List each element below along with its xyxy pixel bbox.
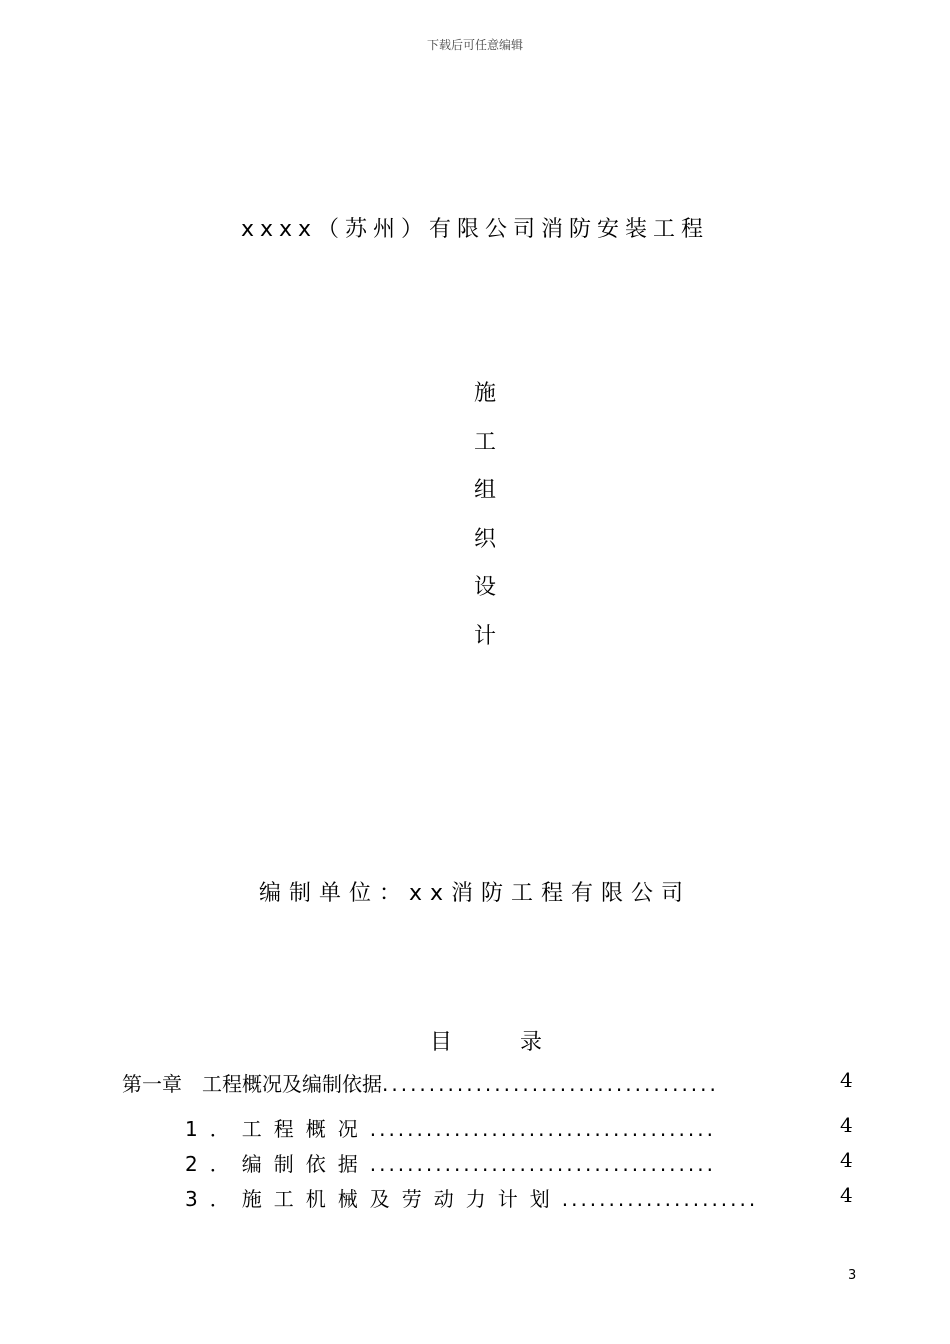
vertical-title-char: 工 [473, 429, 496, 455]
toc-leader-dots: ..................................... [369, 1152, 716, 1176]
toc-title-left: 目 [430, 1030, 453, 1055]
page-header: 下载后可任意编辑 [426, 38, 523, 52]
toc-entry-label: 第一章 工程概况及编制依据 [122, 1072, 382, 1096]
toc-entry[interactable] [185, 1148, 716, 1177]
toc-leader-dots: ..................... [561, 1187, 759, 1211]
toc-entry-label: 2．编制依据 [185, 1152, 370, 1176]
toc-entry[interactable] [122, 1068, 719, 1097]
toc-entry[interactable] [185, 1183, 758, 1212]
toc-entry-label: 3．施工机械及劳动力计划 [185, 1187, 562, 1211]
page-number: 3 [848, 1268, 857, 1283]
toc-entry[interactable] [185, 1113, 716, 1142]
toc-entry-label: 1．工程概况 [185, 1117, 370, 1141]
vertical-title-char: 计 [473, 623, 496, 649]
toc-page-number: 4 [840, 1148, 853, 1172]
document-title: xxxx（苏州）有限公司消防安装工程 [240, 217, 710, 242]
toc-page-number: 4 [840, 1183, 853, 1207]
vertical-title-char: 设 [473, 575, 496, 600]
toc-title [430, 1025, 542, 1056]
toc-leader-dots: .................................... [382, 1072, 719, 1096]
vertical-title-char: 施 [473, 381, 496, 406]
compiling-unit: 编制单位：xx消防工程有限公司 [258, 881, 692, 906]
vertical-title [470, 378, 500, 669]
toc-page-number: 4 [840, 1068, 853, 1092]
vertical-title-char: 织 [473, 526, 496, 552]
toc-title-right: 录 [520, 1030, 543, 1055]
toc-page-number: 4 [840, 1113, 853, 1137]
toc-leader-dots: ..................................... [369, 1117, 716, 1141]
vertical-title-char: 组 [473, 478, 496, 503]
